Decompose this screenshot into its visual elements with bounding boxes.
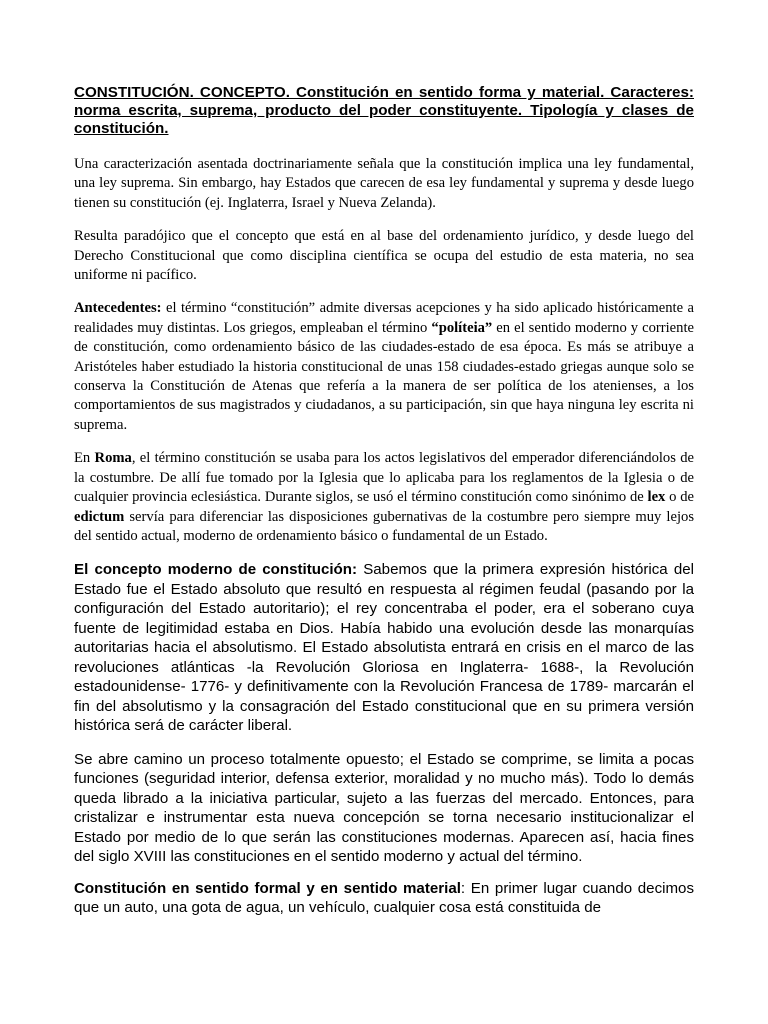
paragraph-caracterizacion: Una caracterización asentada doctrinariamente señala que la constitución implica una ley fundamental, una ley suprema. Sin embargo, hay Estados que carecen de esa ley fundamental y suprema y desde luego tienen su constitución (ej. Inglaterra, Israel y Nueva Zelanda). — [74, 156, 694, 211]
lex-term: lex — [647, 489, 666, 506]
paragraph-sentido-formal — [74, 879, 694, 918]
concepto-moderno-heading: El concepto moderno de constitución: — [74, 561, 358, 579]
paragraph-paradojico: Resulta paradójico que el concepto que está en al base del ordenamiento jurídico, y desde luego del Derecho Constitucional que como disciplina científica se ocupa del estudio de esta materia, no sea uniforme ni pacífico. — [74, 228, 694, 284]
edictum-term: edictum — [74, 508, 125, 525]
roma-text-3: servía para diferenciar las disposiciones gubernativas de la costumbre pero siempre muy lejos del sentido actual, moderno de ordenamiento básico o fundamental de un Estado. — [74, 508, 694, 544]
antecedentes-text-1: el término “constitución” admite diversas acepciones y ha sido aplicado históricamente a realidades muy distintas. Los griegos, empleaban el término — [74, 300, 694, 336]
document-page — [74, 84, 694, 932]
paragraph-concepto-moderno — [74, 560, 694, 736]
politeia-term: “políteia” — [431, 319, 493, 336]
paragraph-proceso-opuesto: Se abre camino un proceso totalmente opuesto; el Estado se comprime, se limita a pocas funciones (seguridad interior, defensa exterior, moralidad y no mucho más). Todo lo demás queda librado a la iniciativa particular, sujeto a las fuerzas del mercado. Entonces, para cristalizar e instrumentar esta nueva concepción se torna necesario institucionalizar el Estado por medio de lo que serán las constituciones modernas. Aparecen así, hacia fines del siglo XVIII las constituciones en el sentido moderno y actual del término. — [74, 750, 694, 866]
roma-text-1: , el término constitución se usaba para los actos legislativos del emperador diferenciándolos de la costumbre. De allí fue tomado por la Iglesia que lo aplicaba para los reglamentos de la Iglesia o de cualquier provincia eclesiástica. Durante siglos, se usó el término constitución como sinónimo de — [74, 450, 694, 506]
antecedentes-heading: Antecedentes: — [74, 300, 162, 317]
document-title: CONSTITUCIÓN. CONCEPTO. Constitución en sentido forma y material. Caracteres: norma escrita, suprema, producto del poder constituyente. Tipología y clases de constitución. — [74, 84, 694, 137]
roma-term: Roma — [94, 450, 132, 467]
sentido-formal-heading: Constitución en sentido formal y en sentido material — [74, 879, 461, 897]
roma-text-0: En — [74, 450, 95, 467]
roma-text-2: o de — [665, 489, 694, 506]
paragraph-roma — [74, 449, 694, 546]
sentido-formal-text: : En primer lugar cuando decimos que un auto, una gota de agua, un vehículo, cualquier cosa está constituida de — [74, 879, 694, 917]
paragraph-antecedentes — [74, 299, 694, 435]
concepto-moderno-text: Sabemos que la primera expresión histórica del Estado fue el Estado absoluto que resultó en respuesta al régimen feudal (pasando por la configuración del Estado autoritario); el rey concentraba el poder, era el soberano cuya fuente de legitimidad estaba en Dios. Había habido una evolución desde las monarquías autoritarias hacia el absolutismo. El Estado absolutista entrará en crisis en el marco de las revoluciones atlánticas -la Revolución Gloriosa en Inglaterra- 1688-, la Revolución estadounidense- 1776- y definitivamente con la Revolución Francesa de 1789- marcarán el fin del absolutismo y la consagración del Estado constitucional que en su primera versión histórica será de carácter liberal. — [74, 561, 694, 735]
antecedentes-text-2: en el sentido moderno y corriente de constitución, como ordenamiento básico de las ciudades-estado de esa época. Es más se atribuye a Aristóteles haber estudiado la historia constitucional de unas 158 ciudades-estado griegas aunque solo se conserva la Constitución de Atenas que refería a la manera de ser política de los atenienses, a los comportamientos de sus magistrados y ciudadanos, a su participación, sin que haya ninguna ley escrita ni suprema. — [74, 319, 694, 433]
